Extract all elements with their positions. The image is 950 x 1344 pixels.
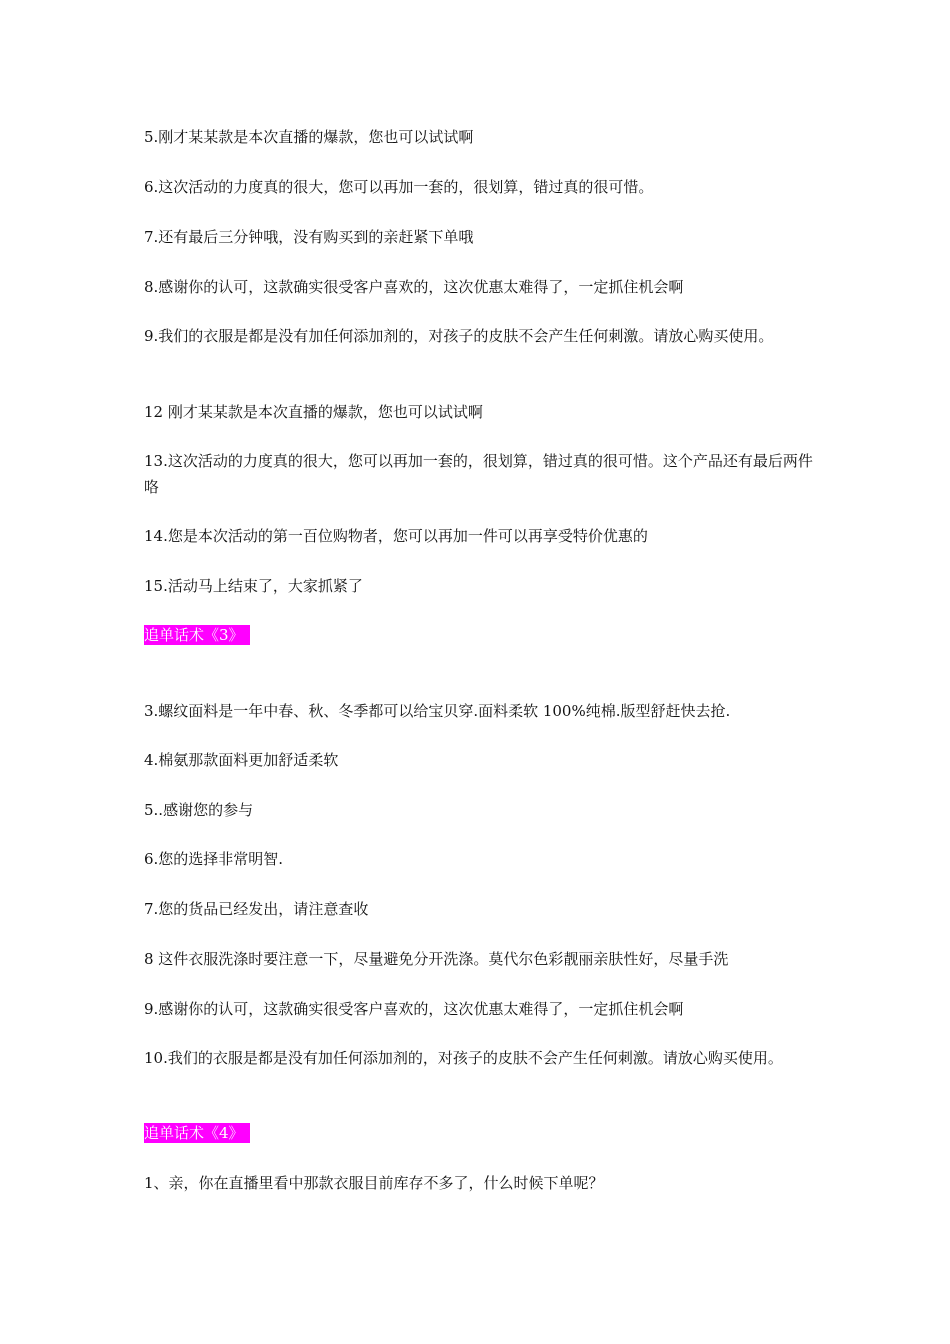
section-heading-4: 追单话术《4》 — [144, 1123, 250, 1143]
section4-line-1: 1、亲，你在直播里看中那款衣服目前库存不多了，什么时候下单呢？ — [144, 1174, 604, 1192]
section3-line-10: 10.我们的衣服是都是没有加任何添加剂的，对孩子的皮肤不会产生任何刺激。请放心购买使用。 — [144, 1049, 783, 1067]
section3-line-9: 9.感谢你的认可，这款确实很受客户喜欢的，这次优惠太难得了，一定抓住机会啊 — [144, 1000, 684, 1018]
script-line-9: 9.我们的衣服是都是没有加任何添加剂的，对孩子的皮肤不会产生任何刺激。请放心购买使用。 — [144, 327, 774, 345]
section3-line-3: 3.螺纹面料是一年中春、秋、冬季都可以给宝贝穿.面料柔软 100%纯棉.版型舒赶快去抢. — [144, 702, 731, 720]
script-line-12: 12 刚才某某款是本次直播的爆款，您也可以试试啊 — [144, 403, 483, 421]
script-line-15: 15.活动马上结束了，大家抓紧了 — [144, 577, 363, 595]
script-line-7: 7.还有最后三分钟哦，没有购买到的亲赶紧下单哦 — [144, 228, 474, 246]
section3-line-4: 4.棉氨那款面料更加舒适柔软 — [144, 751, 339, 769]
section-heading-3: 追单话术《3》 — [144, 625, 250, 645]
section3-line-7: 7.您的货品已经发出，请注意查收 — [144, 900, 369, 918]
script-line-8: 8.感谢你的认可，这款确实很受客户喜欢的，这次优惠太难得了，一定抓住机会啊 — [144, 278, 684, 296]
section3-line-5: 5..感谢您的参与 — [144, 801, 254, 819]
script-line-6: 6.这次活动的力度真的很大，您可以再加一套的，很划算，错过真的很可惜。 — [144, 178, 654, 196]
section3-line-6: 6.您的选择非常明智. — [144, 850, 284, 868]
script-line-5: 5.刚才某某款是本次直播的爆款，您也可以试试啊 — [144, 128, 474, 146]
script-line-13: 13.这次活动的力度真的很大，您可以再加一套的，很划算，错过真的很可惜。这个产品还有最后两件咯 — [144, 452, 813, 496]
script-line-14: 14.您是本次活动的第一百位购物者，您可以再加一件可以再享受特价优惠的 — [144, 527, 648, 545]
section3-line-8: 8 这件衣服洗涤时要注意一下，尽量避免分开洗涤。莫代尔色彩靓丽亲肤性好，尽量手洗 — [144, 950, 729, 968]
